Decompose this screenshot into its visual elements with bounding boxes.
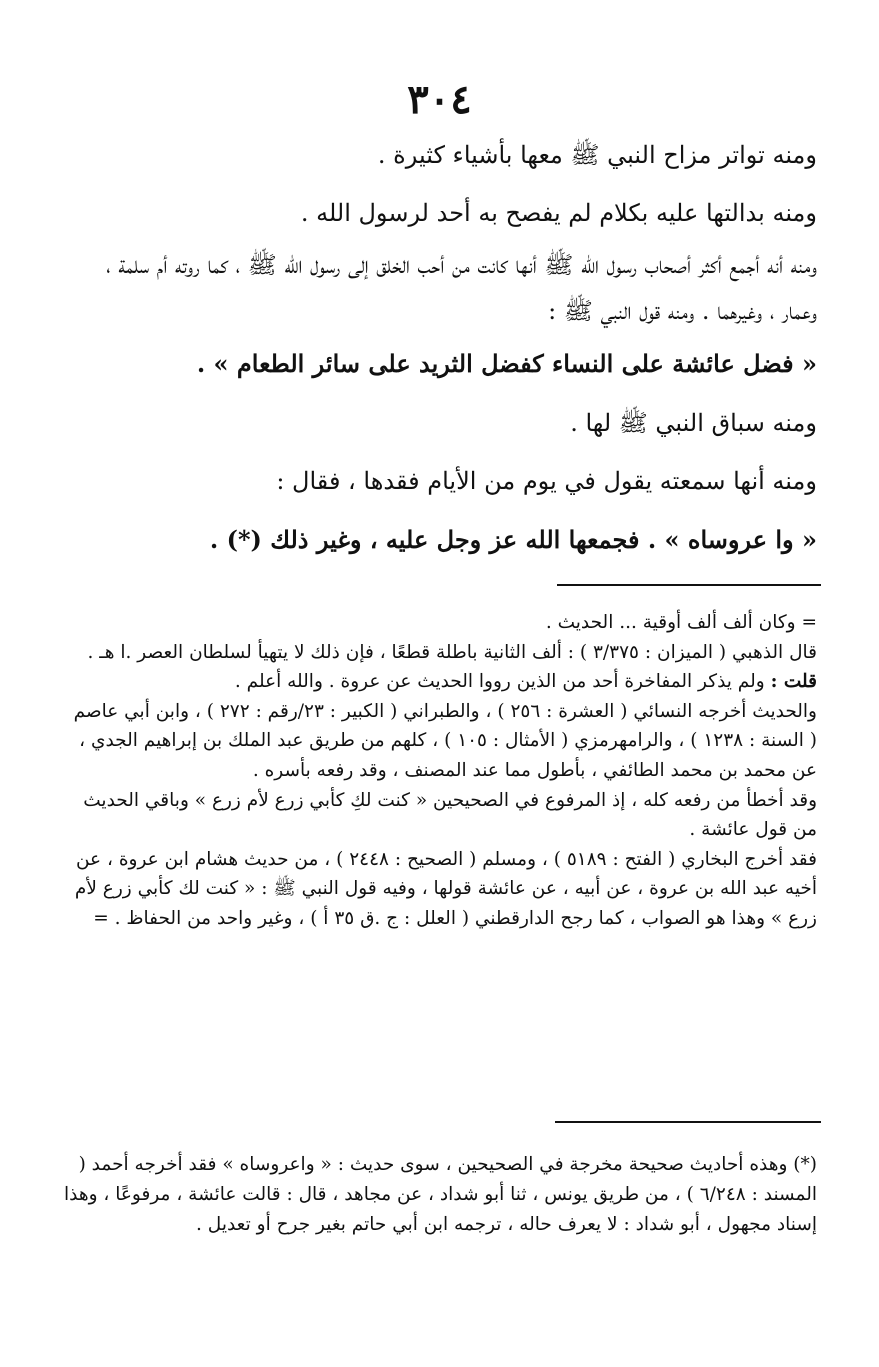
footnote-line-2: قال الذهبي ( الميزان : ٣/٣٧٥ ) : ألف الثانية باطلة قطعًا ، فإن ذلك لا يتهيأ لسلطان العصر .ا هـ . bbox=[87, 641, 817, 663]
footnote-asterisk bbox=[61, 1150, 817, 1239]
qult-label: قلت : bbox=[770, 671, 817, 693]
hadith-quote-1: « فضل عائشة على النساء كفضل الثريد على سائر الطعام » . bbox=[196, 349, 817, 378]
footnote-line-4: والحديث أخرجه النسائي ( العشرة : ٢٥٦ ) ، والطبراني ( الكبير : ٢٣/رقم : ٢٧٢ ) ، وابن أبي عاصم ( السنة : ١٢٣٨ ) ، والرامهرمزي ( الأمثال : ١٠٥ ) ، كلهم من طريق عبد الملك بن إبراهيم الجدي ، عن محمد بن محمد الطائفي ، بأطول مما عند المصنف ، وقد رفعه بأسره . bbox=[73, 700, 817, 781]
footnote-line-6 bbox=[61, 845, 817, 934]
hadith-quote-2: « وا عروساه » . فجمعها الله عز وجل عليه ، وغير ذلك (*) . bbox=[209, 525, 817, 554]
footnote-line-5: وقد أخطأ من رفعه كله ، إذ المرفوع في الصحيحين « كنت لكِ كأبي زرع لأم زرع » وباقي الحديث من قول عائشة . bbox=[83, 789, 817, 841]
footnote-divider-2 bbox=[555, 1121, 821, 1123]
footnote-line-6-text: فقد أخرج البخاري ( الفتح : ٥١٨٩ ) ، ومسلم ( الصحيح : ٢٤٤٨ ) ، من حديث هشام ابن عروة ، عن أخيه عبد الله بن عروة ، عن أبيه ، عن عائشة قولها ، وفيه قول النبي ﷺ : « كنت لك كأبي زرع لأم زرع » وهذا هو الصواب ، كما رجح الدارقطني ( العلل : ج .ق ٣٥ أ ) ، وغير واحد من الحفاظ . bbox=[74, 848, 817, 929]
footnote-line-1: = وكان ألف ألف أوقية ... الحديث . bbox=[545, 612, 817, 633]
main-paragraph-3: ومنه أنه أجمع أكثر أصحاب رسول الله ﷺ أنها كانت من أحب الخلق إلى رسول الله ﷺ ، كما روته أم سلمة ، وعمار ، وغيرهما . ومنه قول النبي ﷺ : bbox=[106, 251, 817, 325]
footnote-line-3 bbox=[61, 667, 817, 697]
footnote-asterisk-text: (*) وهذه أحاديث صحيحة مخرجة في الصحيحين ، سوى حديث : « واعروساه » فقد أخرجه أحمد ( المسند : ٦/٢٤٨ ) ، من طريق يونس ، ثنا أبو شداد ، عن مجاهد ، قال : قالت عائشة ، مرفوعًا ، وهذا إسناد مجهول ، أبو شداد : لا يعرف حاله ، ترجمه ابن أبي حاتم بغير جرح أو تعديل . bbox=[63, 1154, 817, 1235]
main-text bbox=[67, 126, 817, 570]
main-paragraph-4: ومنه سباق النبي ﷺ لها . bbox=[570, 409, 817, 437]
main-paragraph-1: ومنه تواتر مزاح النبي ﷺ معها بأشياء كثيرة . bbox=[377, 141, 817, 169]
continuation-mark: = bbox=[93, 907, 109, 929]
footnotes-continued bbox=[61, 608, 817, 934]
main-paragraph-2: ومنه بدالتها عليه بكلام لم يفصح به أحد لرسول الله . bbox=[300, 199, 817, 227]
footnote-divider-1 bbox=[557, 584, 821, 586]
main-paragraph-5: ومنه أنها سمعته يقول في يوم من الأيام فقدها ، فقال : bbox=[276, 467, 817, 495]
footnote-line-3-text: ولم يذكر المفاخرة أحد من الذين رووا الحديث عن عروة . والله أعلم . bbox=[234, 671, 765, 693]
page-number: ٣٠٤ bbox=[407, 76, 472, 123]
